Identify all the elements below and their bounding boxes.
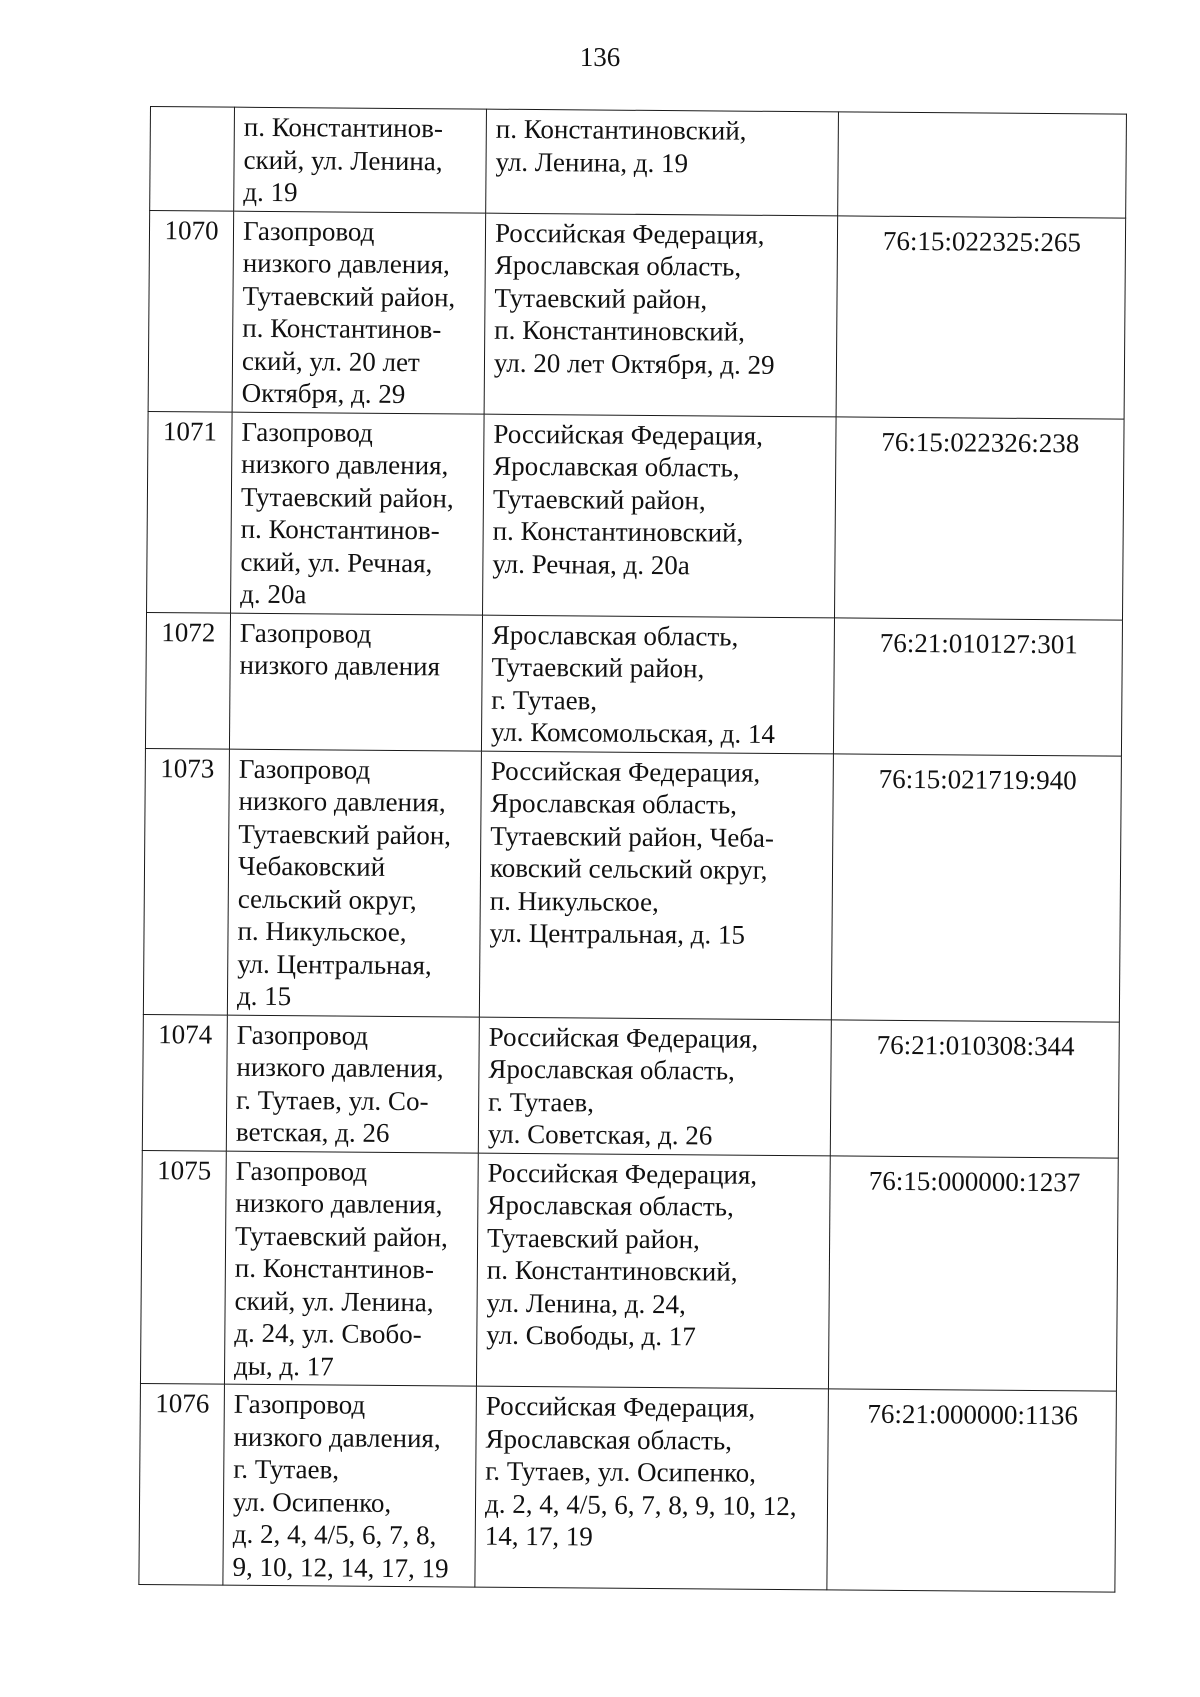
table-row <box>142 1014 1119 1158</box>
row-number: 1072 <box>161 616 216 648</box>
table-row <box>147 411 1125 620</box>
table-row <box>150 107 1127 218</box>
object-name: Газопровод низкого давления, Тутаевский район, п. Константинов- ский, ул. Ленина, д. 24, ул. Свобо- ды, д. 17 <box>233 1155 448 1381</box>
object-name-cell <box>227 749 481 1017</box>
object-name: Газопровод низкого давления, г. Тутаев, ул. Осипенко, д. 2, 4, 4/5, 6, 7, 8, 9, 10, 12, 14, 17, 19 <box>232 1388 449 1583</box>
object-name-cell <box>223 1384 477 1587</box>
row-number-cell <box>140 1150 226 1384</box>
row-number-cell <box>142 1014 227 1151</box>
table-row <box>145 612 1122 756</box>
cadastral-number: 76:15:022326:238 <box>881 426 1080 458</box>
cadastral-number: 76:21:000000:1136 <box>867 1398 1079 1431</box>
object-name: Газопровод низкого давления, Тутаевский район, п. Константинов- ский, ул. Речная, д. 20а <box>240 416 454 610</box>
address-cell <box>478 1017 831 1156</box>
table-row <box>139 1383 1117 1592</box>
address-cell <box>475 1386 829 1590</box>
row-number: 1073 <box>160 752 215 784</box>
object-address: Российская Федерация, Ярославская область, Тутаевский район, п. Константиновский, ул. Ленина, д. 24, ул. Свободы, д. 17 <box>486 1157 758 1352</box>
row-number-cell <box>139 1383 225 1585</box>
cadastral-cell <box>836 215 1126 418</box>
row-number-cell <box>148 210 234 412</box>
object-name: Газопровод низкого давления, г. Тутаев, ул. Со- ветская, д. 26 <box>235 1019 444 1148</box>
table-row <box>148 210 1126 419</box>
object-name-cell <box>229 613 482 751</box>
row-number-cell <box>145 612 230 749</box>
row-number: 1074 <box>158 1018 213 1050</box>
cadastral-cell <box>828 1155 1118 1391</box>
row-number: 1070 <box>164 214 219 246</box>
cadastral-cell <box>833 617 1122 755</box>
row-number-cell <box>150 107 235 211</box>
cadastral-number: 76:15:022325:265 <box>882 225 1082 257</box>
cadastral-number <box>848 120 1118 122</box>
object-name: Газопровод низкого давления, Тутаевский район, Чебаковский сельский округ, п. Никульское, ул. Центральная, д. 15 <box>236 753 452 1012</box>
object-name: Газопровод низкого давления <box>239 617 441 682</box>
row-number: 1076 <box>155 1388 210 1419</box>
table-row <box>143 748 1121 1022</box>
row-number-cell <box>143 748 229 1015</box>
object-name-cell <box>226 1015 479 1153</box>
address-cell <box>484 213 838 417</box>
address-cell <box>483 414 837 618</box>
cadastral-number: 76:15:000000:1237 <box>868 1165 1081 1197</box>
object-address: Российская Федерация, Ярославская область, г. Тутаев, ул. Осипенко, д. 2, 4, 4/5, 6, 7, 8, 9, 10, 12, 14, 17, 19 <box>484 1390 797 1552</box>
row-number <box>155 110 230 111</box>
table-row <box>140 1150 1118 1391</box>
row-number: 1075 <box>157 1154 212 1186</box>
cadastral-cell <box>830 1019 1119 1157</box>
cadastral-number: 76:15:021719:940 <box>878 763 1077 795</box>
object-name-cell <box>231 412 485 615</box>
cadastral-cell <box>838 112 1127 218</box>
object-name-cell <box>232 211 486 414</box>
object-name-cell <box>224 1151 478 1386</box>
object-name: п. Константинов- ский, ул. Ленина, д. 19 <box>243 111 443 208</box>
page-number: 136 <box>579 42 621 72</box>
object-address: Российская Федерация, Ярославская область, Тутаевский район, п. Константиновский, ул. 20 лет Октября, д. 29 <box>493 217 775 380</box>
object-name-cell <box>234 107 487 212</box>
cadastral-cell <box>827 1389 1117 1592</box>
address-cell <box>476 1153 830 1389</box>
cadastral-cell <box>835 416 1125 619</box>
row-number: 1071 <box>162 415 218 447</box>
address-cell <box>479 751 833 1020</box>
address-cell <box>481 615 834 754</box>
object-address: п. Константиновский, ул. Ленина, д. 19 <box>495 113 747 178</box>
object-address: Российская Федерация, Ярославская область, Тутаевский район, п. Константиновский, ул. Речная, д. 20а <box>492 418 764 580</box>
address-cell <box>486 109 839 215</box>
row-number-cell <box>147 411 233 613</box>
cadastral-number: 76:21:010127:301 <box>879 627 1078 659</box>
object-name: Газопровод низкого давления, Тутаевский район, п. Константинов- ский, ул. 20 лет Октября, д. 29 <box>241 215 456 410</box>
object-address: Ярославская область, Тутаевский район, г. Тутаев, ул. Комсомольская, д. 14 <box>490 619 776 749</box>
cadastral-number: 76:21:010308:344 <box>876 1029 1075 1061</box>
registry-table <box>138 106 1127 1593</box>
object-address: Российская Федерация, Ярославская область, Тутаевский район, Чеба- ковский сельский округ, п. Никульское, ул. Центральная, д. 15 <box>489 755 775 950</box>
object-address: Российская Федерация, Ярославская область, г. Тутаев, ул. Советская, д. 26 <box>487 1021 759 1151</box>
cadastral-cell <box>831 753 1121 1021</box>
registry-table-body <box>139 107 1127 1593</box>
